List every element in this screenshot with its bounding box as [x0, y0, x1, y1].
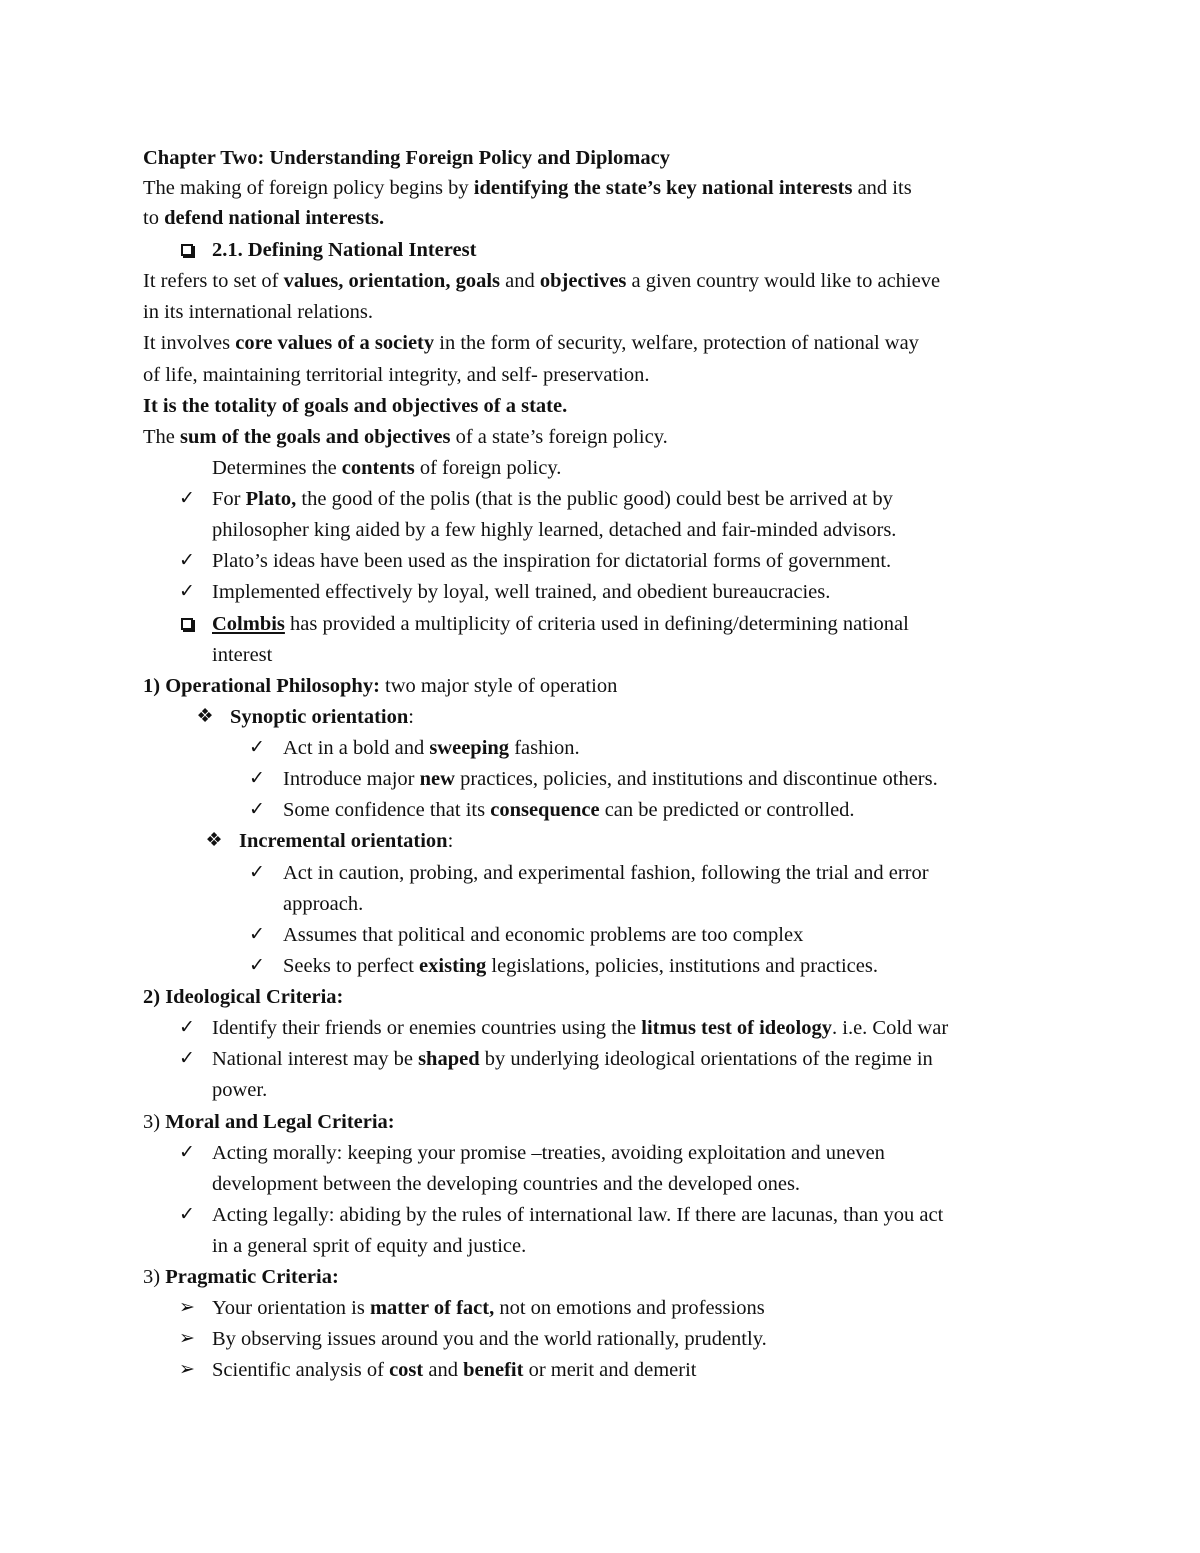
checkmark-icon: ✓ [249, 862, 265, 883]
ideological-item-1: Identify their friends or enemies countries using the litmus test of ideology. i.e. Cold war [212, 1017, 949, 1039]
incremental-item-1: Act in caution, probing, and experimental fashion, following the trial and error [283, 862, 929, 884]
pragmatic-heading: 3) Pragmatic Criteria: [143, 1266, 339, 1288]
incremental-item-1-cont: approach. [283, 893, 364, 915]
intro-line-1: The making of foreign policy begins by identifying the state’s key national interests and its [143, 177, 912, 199]
moral-item-1-cont: development between the developing countries and the developed ones. [212, 1173, 801, 1195]
checkmark-icon: ✓ [179, 550, 195, 571]
plato-line-2: philosopher king aided by a few highly learned, detached and fair-minded advisors. [212, 519, 897, 541]
definition-line-1: It refers to set of values, orientation, goals and objectives a given country would like to achieve [143, 270, 941, 292]
moral-item-1: Acting morally: keeping your promise –treaties, avoiding exploitation and uneven [212, 1142, 885, 1164]
core-values-line-1: It involves core values of a society in the form of security, welfare, protection of national way [143, 332, 919, 354]
colmbis-line-1: Colmbis has provided a multiplicity of criteria used in defining/determining national [212, 613, 909, 635]
moral-legal-heading: 3) Moral and Legal Criteria: [143, 1111, 395, 1133]
incremental-heading: Incremental orientation: [239, 830, 454, 852]
checkmark-icon: ✓ [249, 924, 265, 945]
contents-line: Determines the contents of foreign policy. [212, 457, 562, 479]
synoptic-item-1: Act in a bold and sweeping fashion. [283, 737, 580, 759]
pragmatic-item-1: Your orientation is matter of fact, not on emotions and professions [212, 1297, 765, 1319]
checkmark-icon: ✓ [179, 488, 195, 509]
checkbox-bullet-icon [176, 238, 198, 262]
checkmark-icon: ✓ [249, 737, 265, 758]
checkmark-icon: ✓ [249, 768, 265, 789]
legal-item-2-cont: in a general sprit of equity and justice. [212, 1235, 527, 1257]
definition-line-2: in its international relations. [143, 301, 374, 323]
section-heading-2-1: 2.1. Defining National Interest [212, 239, 477, 261]
checkmark-icon: ✓ [249, 799, 265, 820]
synoptic-item-2: Introduce major new practices, policies, and institutions and discontinue others. [283, 768, 938, 790]
ideological-item-2: National interest may be shaped by underlying ideological orientations of the regime in [212, 1048, 933, 1070]
checkmark-icon: ✓ [179, 1048, 195, 1069]
arrowhead-bullet-icon: ➢ [179, 1328, 195, 1349]
plato-line-1: For Plato, the good of the polis (that is the public good) could best be arrived at by [212, 488, 893, 510]
colmbis-line-2: interest [212, 644, 273, 666]
diamond-bullet-icon: ❖ [205, 830, 223, 851]
core-values-line-2: of life, maintaining territorial integrity, and self- preservation. [143, 364, 650, 386]
synoptic-heading: Synoptic orientation: [230, 706, 414, 728]
arrowhead-bullet-icon: ➢ [179, 1297, 195, 1318]
sum-line: The sum of the goals and objectives of a state’s foreign policy. [143, 426, 668, 448]
checkmark-icon: ✓ [179, 1142, 195, 1163]
incremental-item-2: Assumes that political and economic problems are too complex [283, 924, 804, 946]
checkmark-icon: ✓ [179, 1204, 195, 1225]
arrowhead-bullet-icon: ➢ [179, 1359, 195, 1380]
pragmatic-item-2: By observing issues around you and the world rationally, prudently. [212, 1328, 767, 1350]
diamond-bullet-icon: ❖ [196, 706, 214, 727]
pragmatic-item-3: Scientific analysis of cost and benefit or merit and demerit [212, 1359, 697, 1381]
ideological-heading: 2) Ideological Criteria: [143, 986, 344, 1008]
implemented-line: Implemented effectively by loyal, well trained, and obedient bureaucracies. [212, 581, 831, 603]
checkmark-icon: ✓ [179, 581, 195, 602]
intro-line-2: to defend national interests. [143, 207, 385, 229]
operational-philosophy-heading: 1) Operational Philosophy: two major style of operation [143, 675, 618, 697]
plato-ideas-line: Plato’s ideas have been used as the inspiration for dictatorial forms of government. [212, 550, 892, 572]
checkmark-icon: ✓ [249, 955, 265, 976]
legal-item-2: Acting legally: abiding by the rules of international law. If there are lacunas, than you act [212, 1204, 944, 1226]
checkbox-bullet-icon [176, 612, 198, 636]
totality-line: It is the totality of goals and objectives of a state. [143, 395, 568, 417]
checkmark-icon: ✓ [179, 1017, 195, 1038]
incremental-item-3: Seeks to perfect existing legislations, policies, institutions and practices. [283, 955, 878, 977]
synoptic-item-3: Some confidence that its consequence can be predicted or controlled. [283, 799, 855, 821]
page-title: Chapter Two: Understanding Foreign Policy and Diplomacy [143, 147, 670, 169]
ideological-item-2-cont: power. [212, 1079, 268, 1101]
